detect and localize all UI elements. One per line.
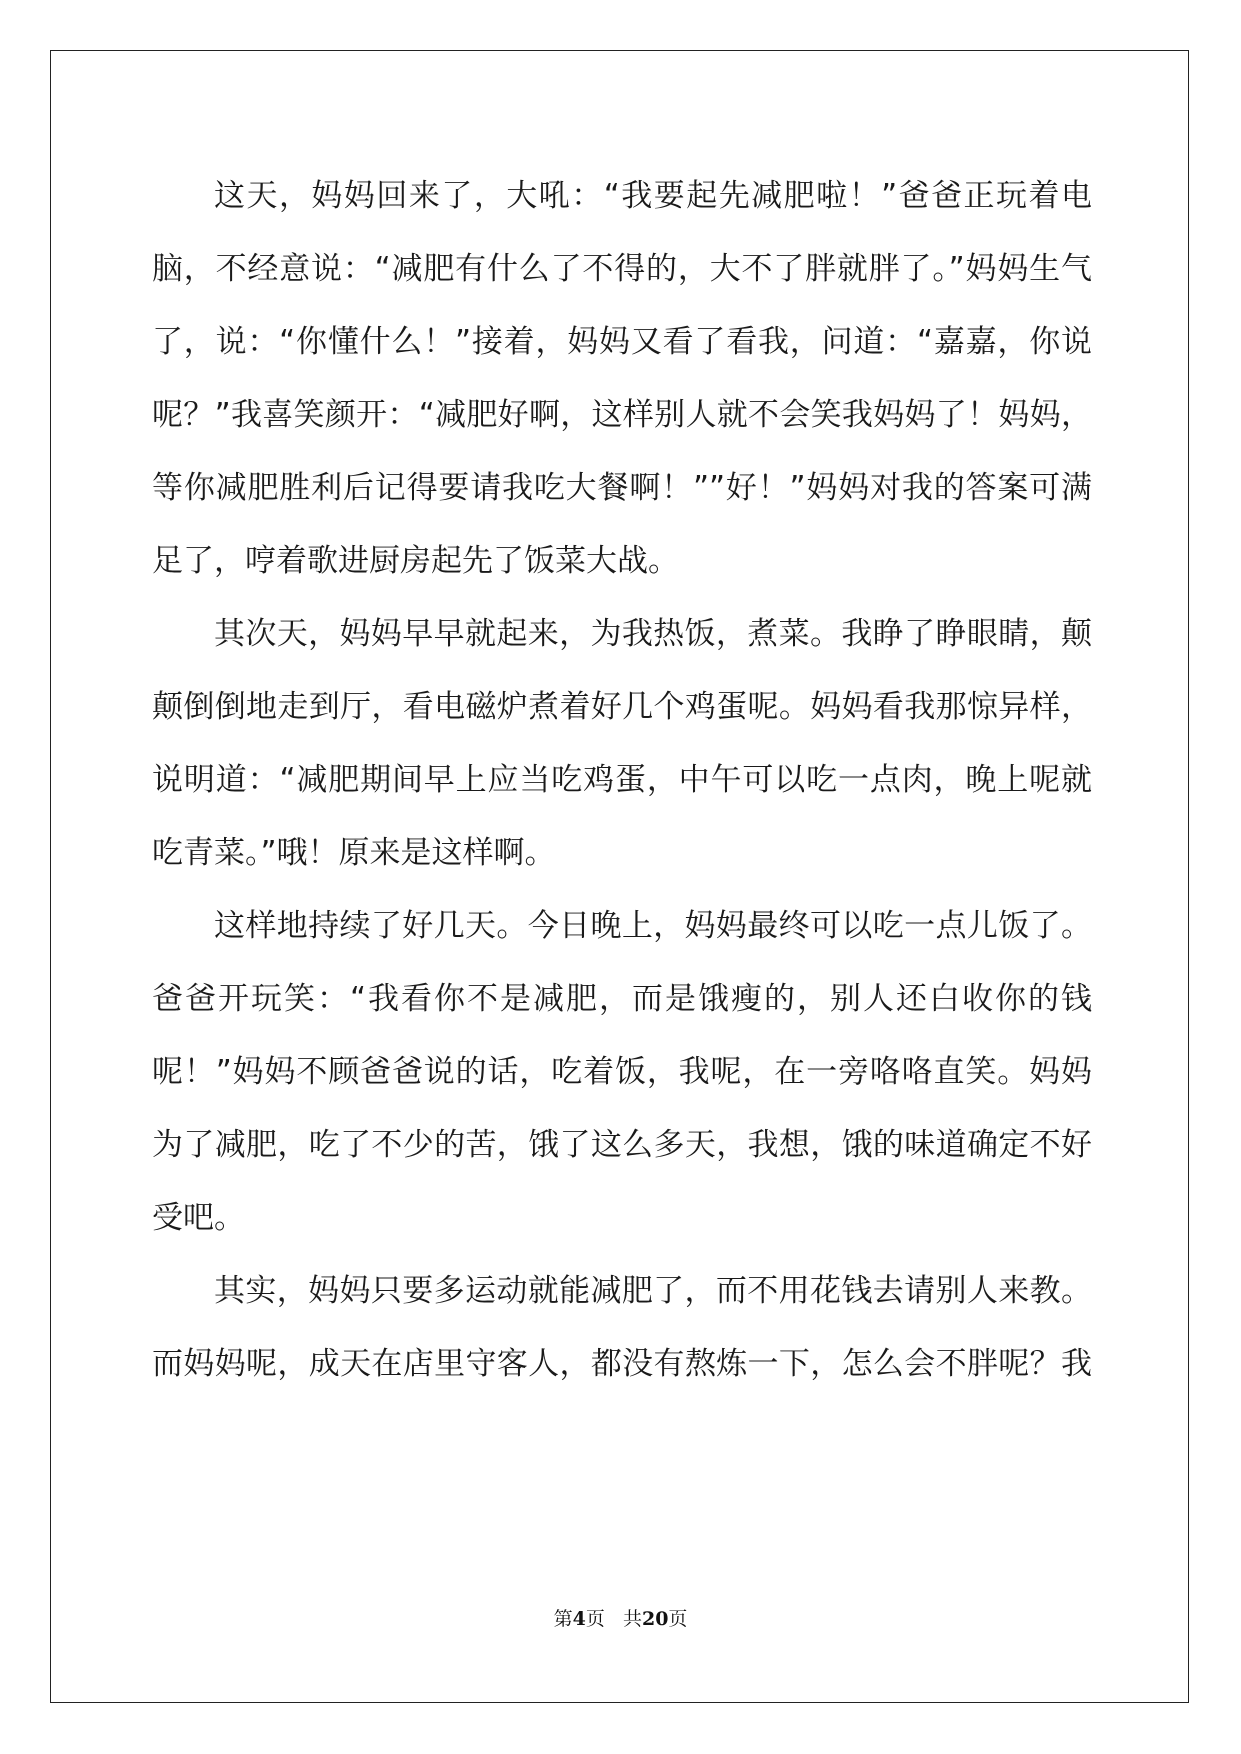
paragraph-3: 这样地持续了好几天。今日晚上，妈妈最终可以吃一点儿饭了。爸爸开玩笑：“我看你不是减肥，而是饿瘦的，别人还白收你的钱呢！”妈妈不顾爸爸说的话，吃着饭，我呢，在一旁咯咯直笑。妈妈为了减肥，吃了不少的苦，饿了这么多天，我想，饿的味道确定不好受吧。	[152, 908, 1092, 1236]
document-body	[152, 160, 1092, 1401]
footer-page-prefix: 第	[553, 1608, 573, 1630]
page-footer	[0, 1604, 1241, 1631]
footer-total-suffix: 页	[668, 1608, 688, 1630]
footer-page-number: 4	[572, 1608, 586, 1630]
footer-total-prefix: 共	[622, 1608, 642, 1630]
footer-total-pages: 20	[641, 1608, 669, 1630]
paragraph-2: 其次天，妈妈早早就起来，为我热饭，煮菜。我睁了睁眼睛，颠颠倒倒地走到厅，看电磁炉煮着好几个鸡蛋呢。妈妈看我那惊异样，说明道：“减肥期间早上应当吃鸡蛋，中午可以吃一点肉，晚上呢就吃青菜。”哦！原来是这样啊。	[152, 616, 1092, 871]
paragraph-4: 其实，妈妈只要多运动就能减肥了，而不用花钱去请别人来教。而妈妈呢，成天在店里守客人，都没有熬炼一下，怎么会不胖呢？我	[152, 1273, 1092, 1382]
paragraph-1: 这天，妈妈回来了，大吼：“我要起先减肥啦！”爸爸正玩着电脑，不经意说：“减肥有什么了不得的，大不了胖就胖了。”妈妈生气了，说：“你懂什么！”接着，妈妈又看了看我，问道：“嘉嘉，你说呢？”我喜笑颜开：“减肥好啊，这样别人就不会笑我妈妈了！妈妈，等你减肥胜利后记得要请我吃大餐啊！””好！”妈妈对我的答案可满足了，哼着歌进厨房起先了饭菜大战。	[152, 178, 1092, 579]
footer-page-suffix: 页	[585, 1608, 605, 1630]
